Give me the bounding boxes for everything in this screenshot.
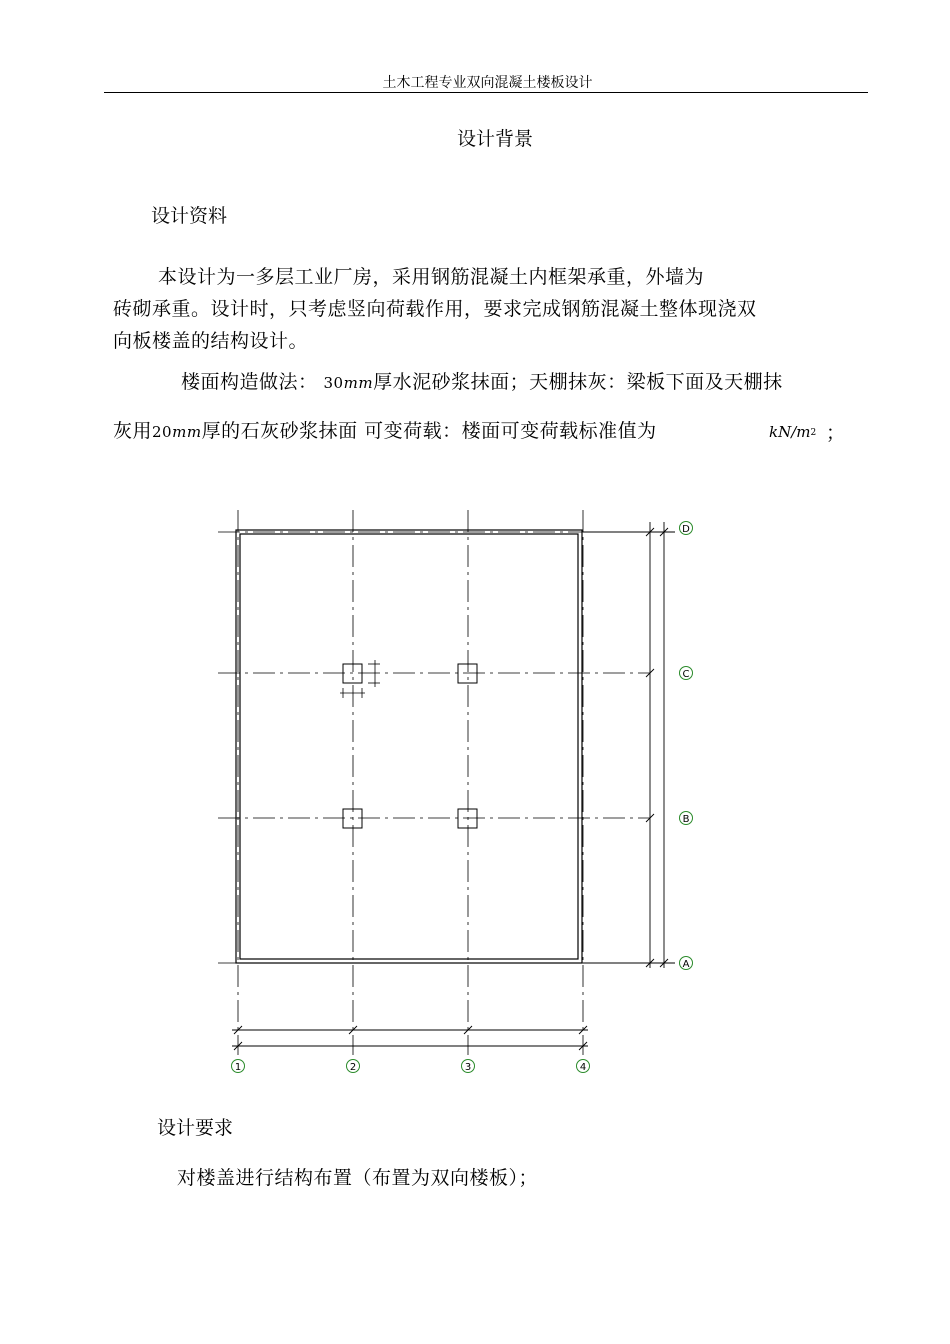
axis-lines — [218, 510, 650, 1055]
axis-label-1: 1 — [234, 1062, 242, 1073]
load-unit-base: kN/m — [769, 423, 811, 441]
axis-bubble-b — [680, 812, 693, 826]
paragraph1-line2: 砖砌承重。设计时，只考虑竖向荷载作用，要求完成钢筋混凝土整体现浇双 — [113, 298, 757, 320]
axis-label-b: B — [682, 814, 690, 825]
axis-label-3: 3 — [464, 1062, 472, 1073]
thickness2-number: 20 — [152, 423, 173, 441]
subsection-design-requirements: 设计要求 — [157, 1117, 234, 1139]
column-c2 — [343, 664, 362, 683]
axis-bubble-d — [680, 522, 693, 536]
column-b2 — [343, 809, 362, 828]
section-title: 设计背景 — [456, 128, 533, 150]
column-b3 — [458, 809, 477, 828]
axis-bubbles — [232, 522, 693, 1074]
thickness1-number: 30 — [323, 374, 344, 392]
thickness2-unit: mm — [172, 423, 202, 441]
paragraph2-text2: 灰用 — [113, 420, 153, 442]
paragraph1-line1: 本设计为一多层工业厂房，采用钢筋混凝土内框架承重，外墙为 — [158, 266, 705, 288]
axis-bubble-2 — [347, 1060, 360, 1074]
thickness1-unit: mm — [343, 374, 374, 392]
axis-label-d: D — [682, 524, 690, 535]
paragraph2-text1: 厚水泥砂浆抹面；天棚抹灰：梁板下面及天棚抹 — [373, 371, 783, 393]
paragraph2-text3: 厚的石灰砂浆抹面 可变荷载：楼面可变荷载标准值为 — [201, 420, 657, 442]
columns — [343, 664, 477, 828]
axis-label-4: 4 — [579, 1062, 587, 1073]
axis-bubble-a — [680, 957, 693, 971]
axis-bubble-3 — [462, 1060, 475, 1074]
axis-label-2: 2 — [349, 1062, 357, 1073]
vertical-dimension-lines — [583, 522, 675, 968]
paragraph1-line3: 向板楼盖的结构设计。 — [113, 330, 309, 352]
load-unit-exponent: 2 — [810, 428, 817, 438]
axis-label-a: A — [682, 959, 690, 970]
axis-label-c: C — [682, 669, 690, 680]
outer-wall-outline — [236, 530, 582, 963]
axis-bubble-c — [680, 667, 693, 681]
column-dimension-marks — [340, 660, 380, 698]
column-c3 — [458, 664, 477, 683]
axis-bubble-1 — [232, 1060, 245, 1074]
floor-construction-label: 楼面构造做法： — [181, 371, 318, 393]
header-title: 土木工程专业双向混凝土楼板设计 — [382, 75, 593, 91]
inner-wall-outline — [240, 534, 578, 959]
paragraph2-end: ； — [826, 422, 846, 444]
requirement-1: 对楼盖进行结构布置（布置为双向楼板）； — [177, 1167, 539, 1189]
axis-bubble-4 — [577, 1060, 590, 1074]
subsection-design-data: 设计资料 — [151, 205, 228, 227]
horizontal-dimension-lines — [232, 1026, 588, 1050]
